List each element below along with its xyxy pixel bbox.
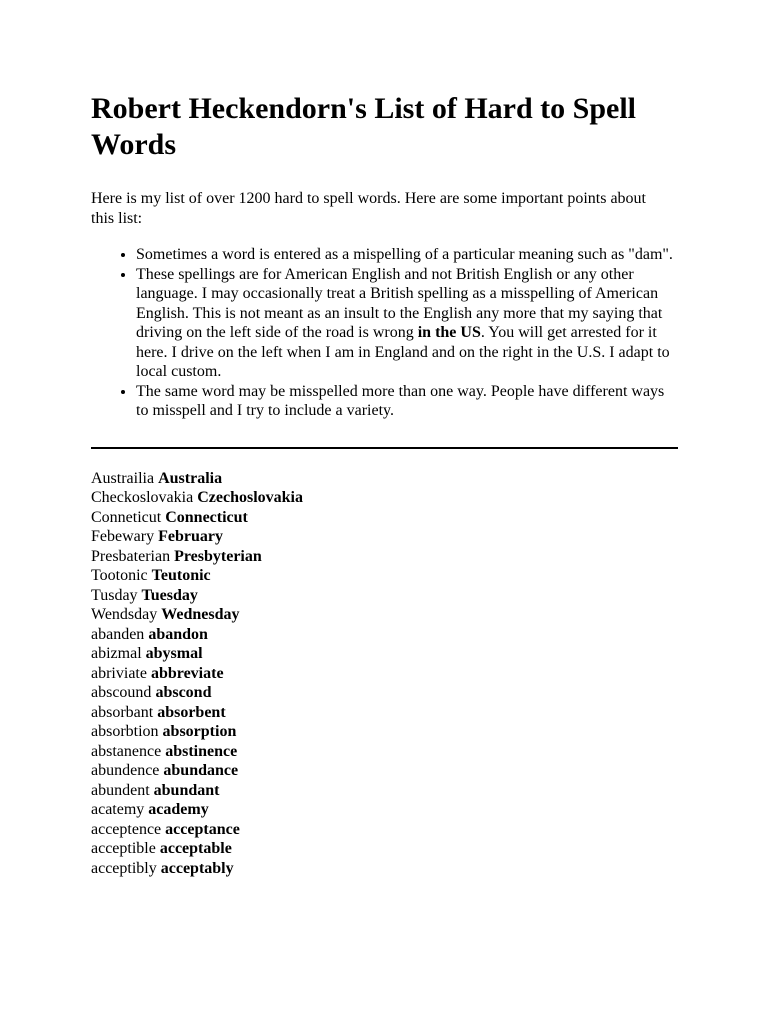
word-entry bbox=[91, 703, 678, 723]
point-emphasis: in the US bbox=[417, 324, 481, 341]
word-entry bbox=[91, 605, 678, 625]
correct-spelling: Tuesday bbox=[141, 586, 198, 604]
word-entry bbox=[91, 586, 678, 606]
misspelling: Checkoslovakia bbox=[91, 489, 194, 506]
point-text-after: . You will get arrested for it here. I drive on the left when I am in England and on the right in the U.S. I adapt to local custom. bbox=[136, 324, 670, 380]
misspelling: Austrailia bbox=[91, 469, 155, 487]
point-text: The same word may be misspelled more than one way. People have different ways to misspell and I try to include a variety. bbox=[136, 382, 665, 419]
page-title: Robert Heckendorn's List of Hard to Spell Words bbox=[91, 92, 636, 161]
misspelling: abstanence bbox=[91, 742, 162, 760]
word-entry bbox=[91, 781, 678, 801]
correct-spelling: academy bbox=[148, 801, 209, 818]
correct-spelling: Australia bbox=[158, 469, 223, 487]
word-entry bbox=[91, 820, 678, 840]
correct-spelling: abbreviate bbox=[150, 664, 224, 682]
misspelling: Presbaterian bbox=[91, 547, 171, 565]
word-entry bbox=[91, 742, 678, 762]
misspelling: abizmal bbox=[91, 645, 142, 662]
word-entry bbox=[91, 839, 678, 859]
misspelling: abriviate bbox=[91, 664, 147, 682]
correct-spelling: abundant bbox=[153, 781, 220, 799]
word-entry bbox=[91, 761, 678, 781]
separator-rule bbox=[91, 447, 678, 449]
word-entry bbox=[91, 664, 678, 684]
correct-spelling: Presbyterian bbox=[174, 547, 262, 565]
correct-spelling: abscond bbox=[155, 684, 212, 701]
intro-paragraph: Here is my list of over 1200 hard to spell words. Here are some important points about this list: bbox=[91, 190, 646, 227]
point-text: These spellings are for American English and not British English or any other language. I may occasionally treat a British spelling as a misspelling of American English. This is not meant as an insult to the English any more that my saying that driving on the left side of the road is wrong bbox=[136, 265, 663, 341]
point-text: Sometimes a word is entered as a mispelling of a particular meaning such as "dam". bbox=[136, 246, 673, 263]
word-entry bbox=[91, 488, 678, 508]
correct-spelling: Teutonic bbox=[151, 567, 211, 584]
misspelling: abundence bbox=[91, 762, 160, 779]
misspelling: abscound bbox=[91, 684, 152, 701]
word-entry bbox=[91, 508, 678, 528]
correct-spelling: acceptable bbox=[159, 840, 232, 857]
word-entry bbox=[91, 683, 678, 703]
misspelling: acceptence bbox=[91, 820, 162, 838]
word-entry bbox=[91, 800, 678, 820]
word-entry bbox=[91, 469, 678, 489]
misspelling: Conneticut bbox=[91, 508, 162, 526]
correct-spelling: absorbent bbox=[157, 703, 226, 721]
correct-spelling: acceptance bbox=[165, 820, 240, 838]
important-points-list bbox=[91, 245, 678, 421]
correct-spelling: absorption bbox=[162, 723, 237, 740]
misspelling: abundent bbox=[91, 781, 150, 799]
misspelling: Tusday bbox=[91, 586, 138, 604]
misspelling: acceptible bbox=[91, 840, 156, 857]
misspelling: Wendsday bbox=[91, 606, 158, 623]
misspelling: acatemy bbox=[91, 801, 145, 818]
word-entry bbox=[91, 625, 678, 645]
correct-spelling: abundance bbox=[163, 762, 239, 779]
correct-spelling: abysmal bbox=[145, 645, 203, 662]
correct-spelling: acceptably bbox=[160, 859, 234, 877]
misspelling: acceptibly bbox=[91, 859, 157, 877]
correct-spelling: abstinence bbox=[165, 742, 238, 760]
point-item bbox=[136, 265, 678, 382]
misspelling: Tootonic bbox=[91, 567, 148, 584]
correct-spelling: February bbox=[158, 528, 223, 545]
word-entry bbox=[91, 644, 678, 664]
misspelling: absorbtion bbox=[91, 723, 159, 740]
misspelling: Febewary bbox=[91, 528, 155, 545]
word-entry bbox=[91, 566, 678, 586]
misspelling: abanden bbox=[91, 625, 145, 643]
word-entry bbox=[91, 722, 678, 742]
correct-spelling: abandon bbox=[148, 625, 208, 643]
correct-spelling: Connecticut bbox=[165, 508, 248, 526]
word-entry bbox=[91, 527, 678, 547]
word-entry bbox=[91, 859, 678, 879]
misspelling: absorbant bbox=[91, 703, 154, 721]
correct-spelling: Czechoslovakia bbox=[197, 489, 303, 506]
point-item bbox=[136, 382, 678, 421]
correct-spelling: Wednesday bbox=[161, 606, 240, 623]
point-item bbox=[136, 245, 678, 265]
word-entry bbox=[91, 547, 678, 567]
word-list bbox=[91, 469, 678, 879]
